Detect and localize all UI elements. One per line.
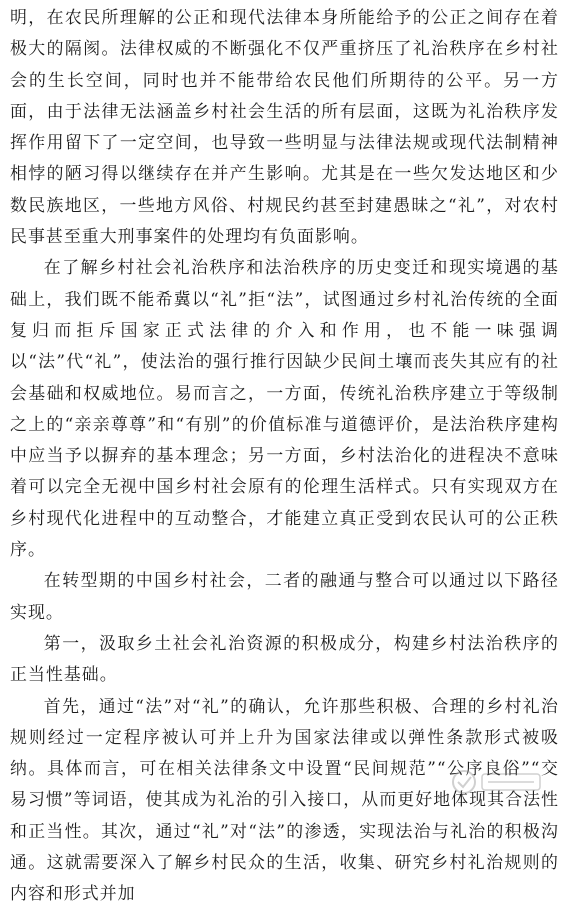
paragraph-4: 第一，汲取乡土社会礼治资源的积极成分，构建乡村法治秩序的正当性基础。 bbox=[10, 632, 559, 685]
paragraph-2: 在了解乡村社会礼治秩序和法治秩序的历史变迁和现实境遇的基础上，我们既不能希冀以“礼”拒“法”，试图通过乡村礼治传统的全面复归而拒斥国家正式法律的介入和作用，也不能一味强调以“法”代“礼”，使法治的强行推行因缺少民间土壤而丧失其应有的社会基础和权威地位。易而言之，一方面，传统礼治秩序建立于等级制之上的“亲亲尊尊”和“有别”的价值标准与道德评价，是法治秩序建构中应当予以摒弃的基本理念；另一方面，乡村法治化的进程决不意味着可以完全无视中国乡村社会原有的伦理生活样式。只有实现双方在乡村现代化进程中的互动整合，才能建立真正受到农民认可的公正秩序。 bbox=[10, 257, 559, 560]
paragraph-1: 明，在农民所理解的公正和现代法律本身所能给予的公正之间存在着极大的隔阂。法律权威的不断强化不仅严重挤压了礼治秩序在乡村社会的生长空间，同时也并不能带给农民他们所期待的公平。另一方面，由于法律无法涵盖乡村社会生活的所有层面，这既为礼治秩序发挥作用留下了一定空间，也导致一些明显与法律法规或现代法制精神相悖的陋习得以继续存在并产生影响。尤其是在一些欠发达地区和少数民族地区，一些地方风俗、村规民约甚至封建愚昧之“礼”，对农村民事甚至重大刑事案件的处理均有负面影响。 bbox=[10, 7, 559, 247]
paragraph-5: 首先，通过“法”对“礼”的确认，允许那些积极、合理的乡村礼治规则经过一定程序被认可并上升为国家法律或以弹性条款形式被吸纳。具体而言，可在相关法律条文中设置“民间规范”“公序良俗”“交易习惯”等词语，使其成为礼治的引入接口，从而更好地体现其合法性和正当性。其次，通过“礼”对“法”的渗透，实现法治与礼治的积极沟通。这就需要深入了解乡村民众的生活，收集、研究乡村礼治规则的内容和形式并加 bbox=[10, 695, 559, 904]
paragraph-3: 在转型期的中国乡村社会，二者的融通与整合可以通过以下路径实现。 bbox=[10, 570, 559, 622]
